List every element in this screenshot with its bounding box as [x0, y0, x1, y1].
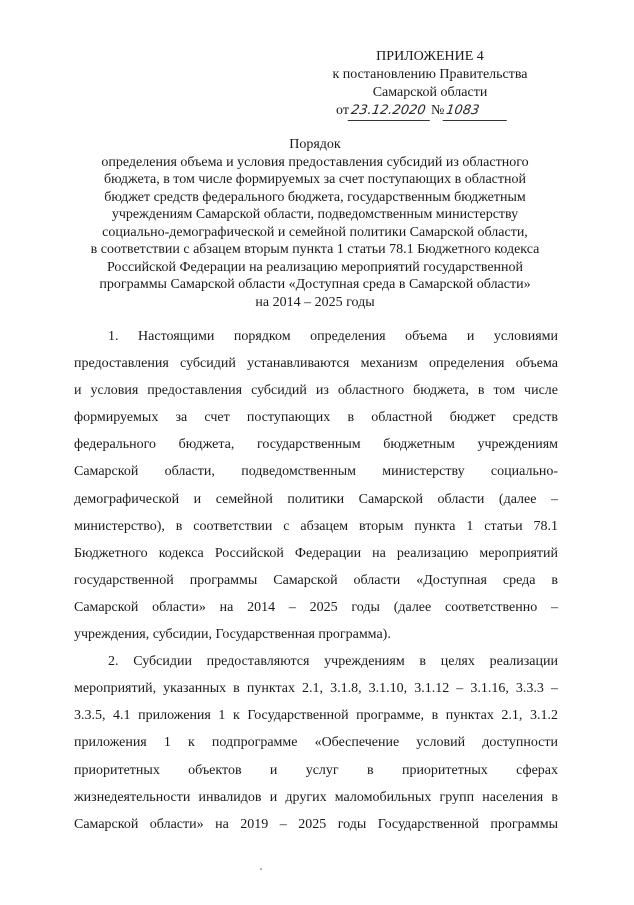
- paragraph-1-line: и условия предоставления субсидий из областного бюджета, в том числе: [74, 383, 558, 399]
- paragraph-1-line: министерство), в соответствии с абзацем вторым пункта 1 статьи 78.1: [74, 518, 558, 534]
- title-line: бюджета, в том числе формируемых за счет поступающих в областной: [104, 172, 526, 187]
- appendix-header: [300, 48, 560, 121]
- paragraph-2-line: 3.3.5, 4.1 приложения 1 к Государственной программе, в пунктах 2.1, 3.1.2: [74, 708, 558, 724]
- paragraph-2-line: приоритетных объектов и услуг в приоритетных сферах: [74, 762, 558, 778]
- paragraph-1-line: предоставления субсидий устанавливаются механизм определения объема: [74, 356, 558, 372]
- paragraph-1-line: федерального бюджета, государственным бюджетным учреждениям: [74, 437, 558, 453]
- appendix-title: ПРИЛОЖЕНИЕ 4: [376, 49, 484, 64]
- paragraph-2-line: 2. Субсидии предоставляются учреждениям в целях реализации: [108, 654, 558, 670]
- handwritten-number: 1083: [443, 102, 510, 121]
- paragraph-1-line: формируемых за счет поступающих в областной бюджет средств: [74, 410, 558, 426]
- date-prefix: от: [336, 103, 349, 118]
- title-line: бюджет средств федерального бюджета, государственным бюджетным: [104, 189, 526, 205]
- title-line: на 2014 – 2025 годы: [255, 294, 375, 310]
- number-prefix: №: [430, 103, 445, 118]
- paragraph-1-line: Самарской области, подведомственным министерству социально-: [74, 464, 558, 480]
- title-line: учреждениям Самарской области, подведомственным министерству: [111, 207, 519, 222]
- paragraph-2-line: приложения 1 к подпрограмме «Обеспечение условий доступности: [74, 735, 558, 751]
- paragraph-1-line: 1. Настоящими порядком определения объема и условиями: [108, 329, 558, 344]
- title-line: социально-демографической и семейной политики Самарской области,: [102, 224, 528, 240]
- title-line: программы Самарской области «Доступная среда в Самарской области»: [99, 277, 531, 292]
- paragraph-1-line: демографической и семейной политики Самарской области (далее –: [74, 491, 558, 507]
- handwritten-date: 23.12.2020: [348, 102, 433, 121]
- title-line: определения объема и условия предоставления субсидий из областного: [101, 154, 529, 170]
- document-title-block: [60, 136, 570, 311]
- title-heading: Порядок: [289, 137, 341, 152]
- title-line: Российской Федерации на реализацию мероприятий государственной: [106, 259, 524, 275]
- appendix-resolution-line: к постановлению Правительства: [332, 67, 528, 82]
- document-body: [74, 323, 558, 838]
- paragraph-1-line: учреждения, субсидии, Государственная программа).: [74, 627, 391, 643]
- scan-speck: [260, 868, 262, 870]
- appendix-date-line: [300, 102, 560, 121]
- appendix-region-line: Самарской области: [372, 85, 488, 100]
- paragraph-1-line: Самарской области» на 2014 – 2025 годы (далее соответственно –: [74, 599, 558, 615]
- paragraph-1-line: государственной программы Самарской области «Доступная среда в: [74, 572, 558, 588]
- paragraph-2-line: жизнедеятельности инвалидов и других маломобильных групп населения в: [74, 789, 558, 805]
- paragraph-1-line: Бюджетного кодекса Российской Федерации на реализацию мероприятий: [74, 545, 558, 561]
- paragraph-2-line: Самарской области» на 2019 – 2025 годы Государственной программы: [74, 816, 558, 832]
- paragraph-2-line: мероприятий, указанных в пунктах 2.1, 3.1.8, 3.1.10, 3.1.12 – 3.1.16, 3.3.3 –: [74, 681, 558, 697]
- title-line: в соответствии с абзацем вторым пункта 1 статьи 78.1 Бюджетного кодекса: [90, 242, 540, 257]
